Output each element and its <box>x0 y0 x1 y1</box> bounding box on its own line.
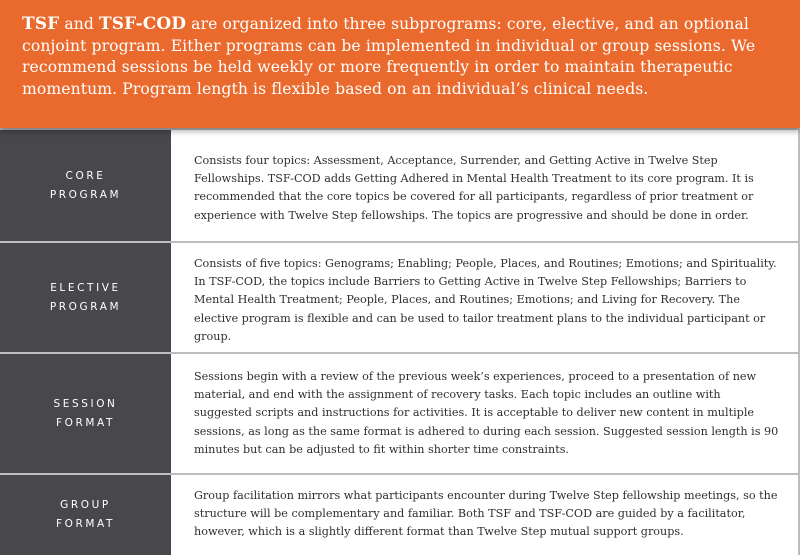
intro-banner <box>0 0 800 128</box>
table-row-core-program <box>0 128 800 241</box>
row-description: Consists four topics: Assessment, Acceptance, Surrender, and Getting Active in Twelve Step Fellowships. TSF-COD adds Getting Adhered in Mental Health Treatment to its core program. It is recommended that the core topics be covered for all participants, regardless of prior treatment or experience with Twelve Step fellowships. The topics are progressive and should be done in order. <box>194 154 754 222</box>
row-description: Sessions begin with a review of the previous week’s experiences, proceed to a presentation of new material, and end with the assignment of recovery tasks. Each topic includes an outline with suggested scripts and instructions for activities. It is acceptable to deliver new content in multiple sessions, as long as the same format is adhered to during each session. Suggested session length is 90 minutes but can be adjusted to fit within shorter time constraints. <box>194 370 779 456</box>
row-label-text: ELECTIVE PROGRAM <box>49 281 122 313</box>
row-body-session-format <box>171 354 800 473</box>
table-row-group-format <box>0 473 800 555</box>
row-description: Group facilitation mirrors what participants encounter during Twelve Step fellowship meetings, so the structure will be complementary and familiar. Both TSF and TSF-COD are guided by a facilitator, however, which is a slightly different format than Twelve Step mutual support groups. <box>194 489 778 539</box>
row-label-group-format <box>0 475 171 555</box>
intro-bold-tsf: TSF <box>22 14 60 34</box>
row-body-elective-program <box>171 243 800 352</box>
row-label-text: GROUP FORMAT <box>55 499 116 530</box>
table-row-elective-program <box>0 241 800 352</box>
row-label-core-program <box>0 130 171 241</box>
intro-text <box>22 14 790 100</box>
intro-and: and <box>59 15 100 33</box>
row-label-text: CORE PROGRAM <box>49 169 122 201</box>
intro-body: are organized into three subprograms: core, elective, and an optional conjoint program. Either programs can be implemented in individual or group sessions. We recommend sessions be held weekly or more frequently in order to maintain therapeutic momentum. Program length is flexible based on an individual’s clinical needs. <box>22 15 756 98</box>
table-row-session-format <box>0 352 800 473</box>
row-description: Consists of five topics: Genograms; Enabling; People, Places, and Routines; Emotions; and Spirituality. In TSF-COD, the topics include Barriers to Getting Active in Twelve Step Fellowships; Barriers to Mental Health Treatment; People, Places, and Routines; Emotions; and Living for Recovery. The elective program is flexible and can be used to tailor treatment plans to the individual participant or group. <box>194 257 777 343</box>
row-body-group-format <box>171 475 800 555</box>
row-label-text: SESSION FORMAT <box>53 397 118 429</box>
row-body-core-program <box>171 130 800 241</box>
program-table <box>0 128 800 555</box>
intro-bold-tsf-cod: TSF-COD <box>99 14 187 34</box>
row-label-session-format <box>0 354 171 473</box>
row-label-elective-program <box>0 243 171 352</box>
